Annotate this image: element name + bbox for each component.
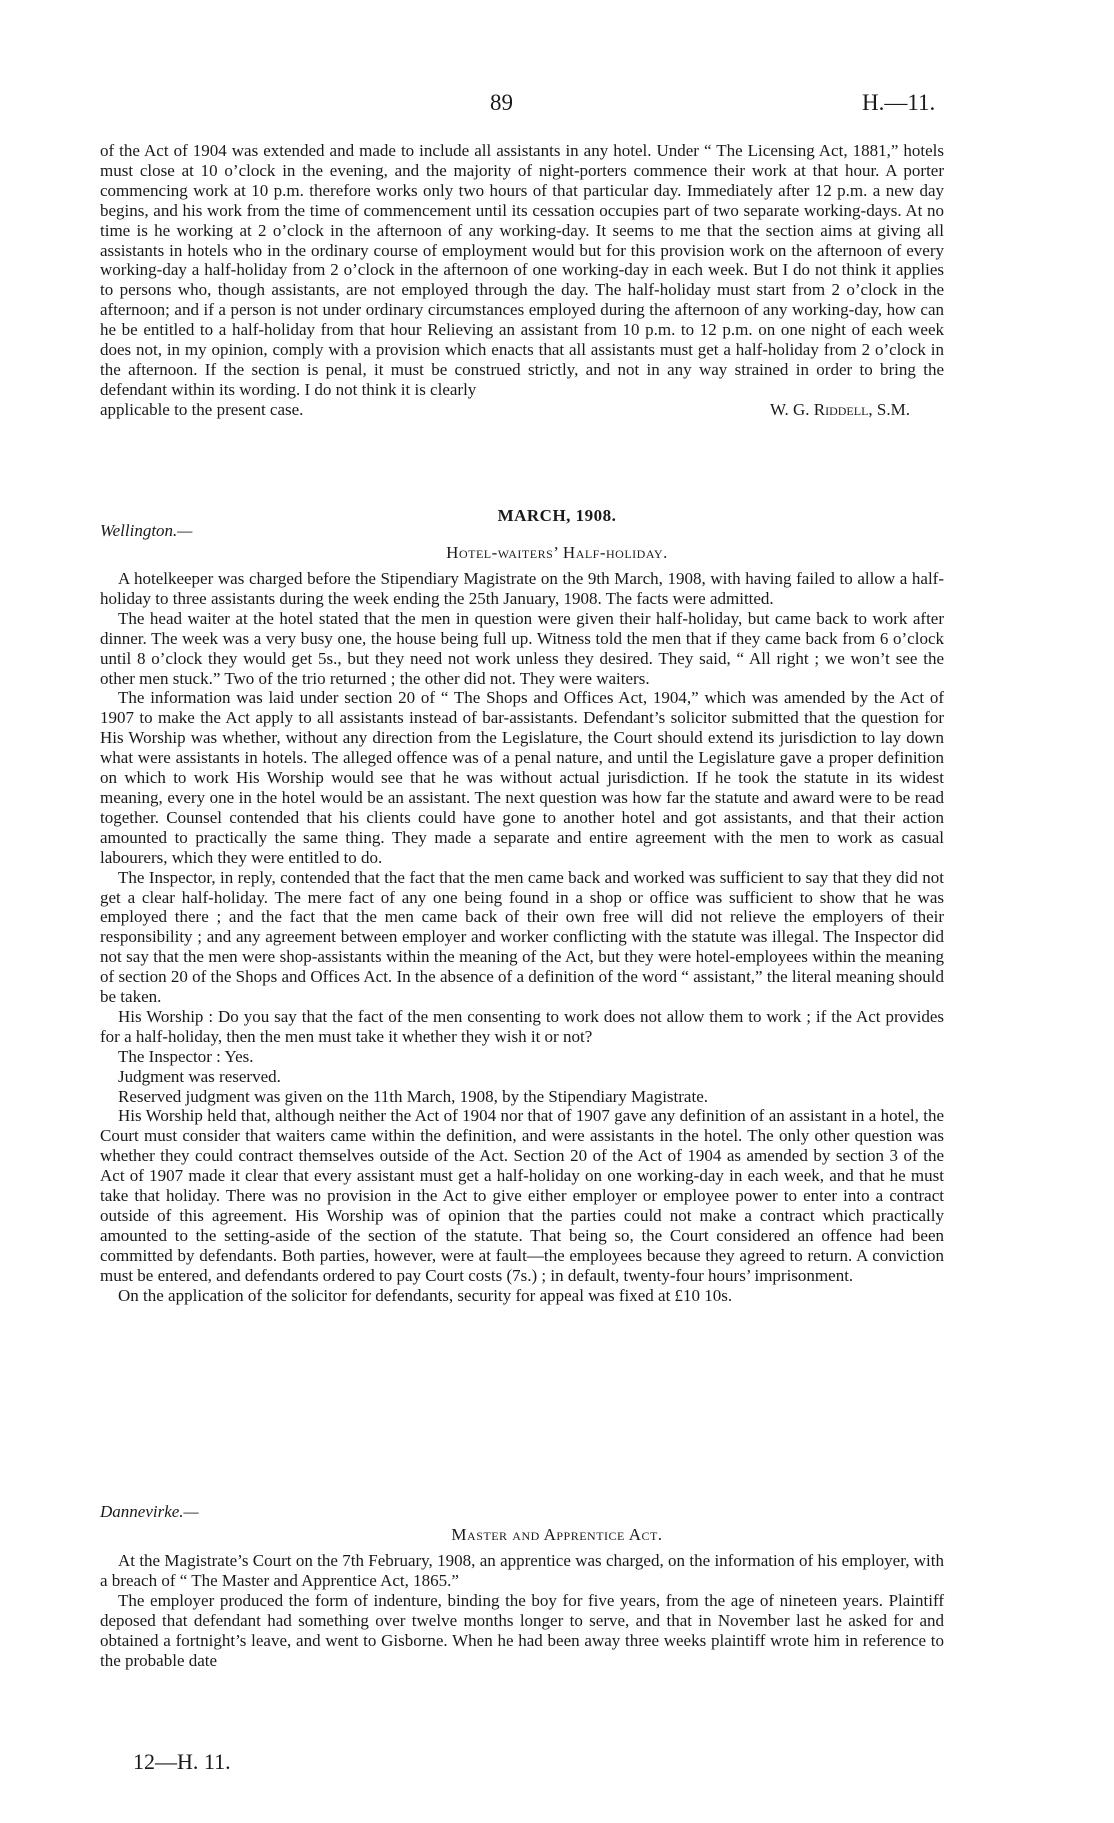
continuation-section xyxy=(100,141,944,420)
paragraph: The information was laid under section 20 of “ The Shops and Offices Act, 1904,” which was amended by the Act of 1907 to make the Act apply to all assistants instead of bar-assistants. Defendant’s solicitor submitted that the question for His Worship was whether, without any direction from the Legislature, the Court should extend its jurisdiction to lay down what were assistants in hotels. The alleged offence was of a penal nature, and until the Legislature gave a proper definition on which to work His Worship would see that he was without actual jurisdiction. If he took the statute in its widest meaning, every one in the hotel would be an assistant. The next question was how far the statute and award were to be read together. Counsel contended that his clients could have gone to another hotel and got assistants, and that their action amounted to practically the same thing. They made a separate and entire agreement with the men to work as casual labourers, which they were entitled to do. xyxy=(100,688,944,867)
printer-signature-mark: 12—H. 11. xyxy=(133,1749,231,1774)
place-wellington: Wellington.— xyxy=(100,521,193,540)
place-dannevirke: Dannevirke.— xyxy=(100,1502,199,1521)
paragraph: of the Act of 1904 was extended and made to include all assistants in any hotel. Under “ The Licensing Act, 1881,” hotels must close at 10 o’clock in the evening, and the majority of night-porters commence their work at that hour. A porter commencing work at 10 p.m. therefore works only two hours of that particular day. Immediately after 12 p.m. a new day begins, and his work from the time of commencement until its cessation occupies part of two separate working-days. At no time is he working at 2 o’clock in the afternoon of any working-day. It seems to me that the section aims at giving all assistants in hotels who in the ordinary course of employment would but for this provision work on the afternoon of every working-day a half-holiday from 2 o’clock in the afternoon of one working-day in each week. But I do not think it applies to persons who, though assistants, are not employed through the day. The half-holiday must start from 2 o’clock in the afternoon; and if a person is not under ordinary circumstances employed during the afternoon of any working-day, how can he be entitled to a half-holiday from that hour Relieving an assistant from 10 p.m. to 12 p.m. on one night of each week does not, in my opinion, comply with a provision which enacts that all assistants must get a half-holiday from 2 o’clock in the afternoon. If the section is penal, it must be construed strictly, and not in any way strained in order to bring the defendant within its wording. I do not think it is clearly xyxy=(100,141,944,399)
paragraph: The employer produced the form of indenture, binding the boy for five years, from the age of nineteen years. Plaintiff deposed that defendant had something over twelve months longer to serve, and that in November last he asked for and obtained a fortnight’s leave, and went to Gisborne. When he had been away three weeks plaintiff wrote him in reference to the probable date xyxy=(100,1590,944,1670)
paragraph: A hotelkeeper was charged before the Stipendiary Magistrate on the 9th March, 1908, with having failed to allow a half-holiday to three assistants during the week ending the 25th January, 1908. The facts were admitted. xyxy=(100,569,944,608)
date-heading: MARCH, 1908. xyxy=(497,506,617,525)
heading-hotel-waiters: Hotel-waiters’ Half-holiday. xyxy=(446,543,668,562)
paragraph: At the Magistrate’s Court on the 7th February, 1908, an apprentice was charged, on the information of his employer, with a breach of “ The Master and Apprentice Act, 1865.” xyxy=(100,1551,944,1590)
signature-line xyxy=(100,400,944,420)
paragraph-end: applicable to the present case. xyxy=(100,399,304,419)
paragraph: His Worship : Do you say that the fact of the men consenting to work does not allow them to work ; if the Act provides for a half-holiday, then the men must take it whether they wish it or not? xyxy=(100,1006,944,1046)
paragraph: Reserved judgment was given on the 11th March, 1908, by the Stipendiary Magistrate. xyxy=(118,1086,708,1106)
master-apprentice-section xyxy=(100,1551,944,1670)
magistrate-signature: W. G. Riddell, S.M. xyxy=(770,399,910,419)
document-id: H.—11. xyxy=(862,90,936,115)
paragraph: His Worship held that, although neither the Act of 1904 nor that of 1907 gave any definition of an assistant in a hotel, the Court must consider that waiters came within the definition, and were assistants in the hotel. The only other question was whether they could contract themselves outside of the Act. Section 20 of the Act of 1904 as amended by section 3 of the Act of 1907 made it clear that every assistant must get a half-holiday on one working-day in each week, and that he must take that holiday. There was no provision in the Act to give either employer or employee power to enter into a contract outside of this agreement. His Worship was of opinion that the parties could not make a contract which practically amounted to the setting-aside of the section of the statute. That being so, the Court considered an offence had been committed by defendants. Both parties, however, were at fault—the employees because they agreed to return. A conviction must be entered, and defendants ordered to pay Court costs (7s.) ; in default, twenty-four hours’ imprisonment. xyxy=(100,1106,944,1285)
heading-master-apprentice: Master and Apprentice Act. xyxy=(451,1525,663,1544)
paragraph: The head waiter at the hotel stated that the men in question were given their half-holiday, but came back to work after dinner. The week was a very busy one, the house being full up. Witness told the men that if they came back from 6 o’clock until 8 o’clock they would get 5s., but they need not work unless they desired. They said, “ All right ; we won’t see the other men stuck.” Two of the trio returned ; the other did not. They were waiters. xyxy=(100,608,944,688)
hotel-waiters-section xyxy=(100,569,944,1306)
paragraph: On the application of the solicitor for defendants, security for appeal was fixed at £10 10s. xyxy=(118,1285,733,1305)
paragraph: Judgment was reserved. xyxy=(118,1066,281,1086)
page-number: 89 xyxy=(490,90,513,115)
paragraph: The Inspector : Yes. xyxy=(118,1046,254,1066)
paragraph: The Inspector, in reply, contended that the fact that the men came back and worked was sufficient to say that they did not get a clear half-holiday. The mere fact of any one being found in a shop or office was sufficient to show that he was employed there ; and the fact that the men came back of their own free will did not relieve the employers of their responsibility ; and any agreement between employer and worker conflicting with the statute was illegal. The Inspector did not say that the men were shop-assistants within the meaning of the Act, but they were hotel-employees within the meaning of section 20 of the Shops and Offices Act. In the absence of a definition of the word “ assistant,” the literal meaning should be taken. xyxy=(100,867,944,1007)
